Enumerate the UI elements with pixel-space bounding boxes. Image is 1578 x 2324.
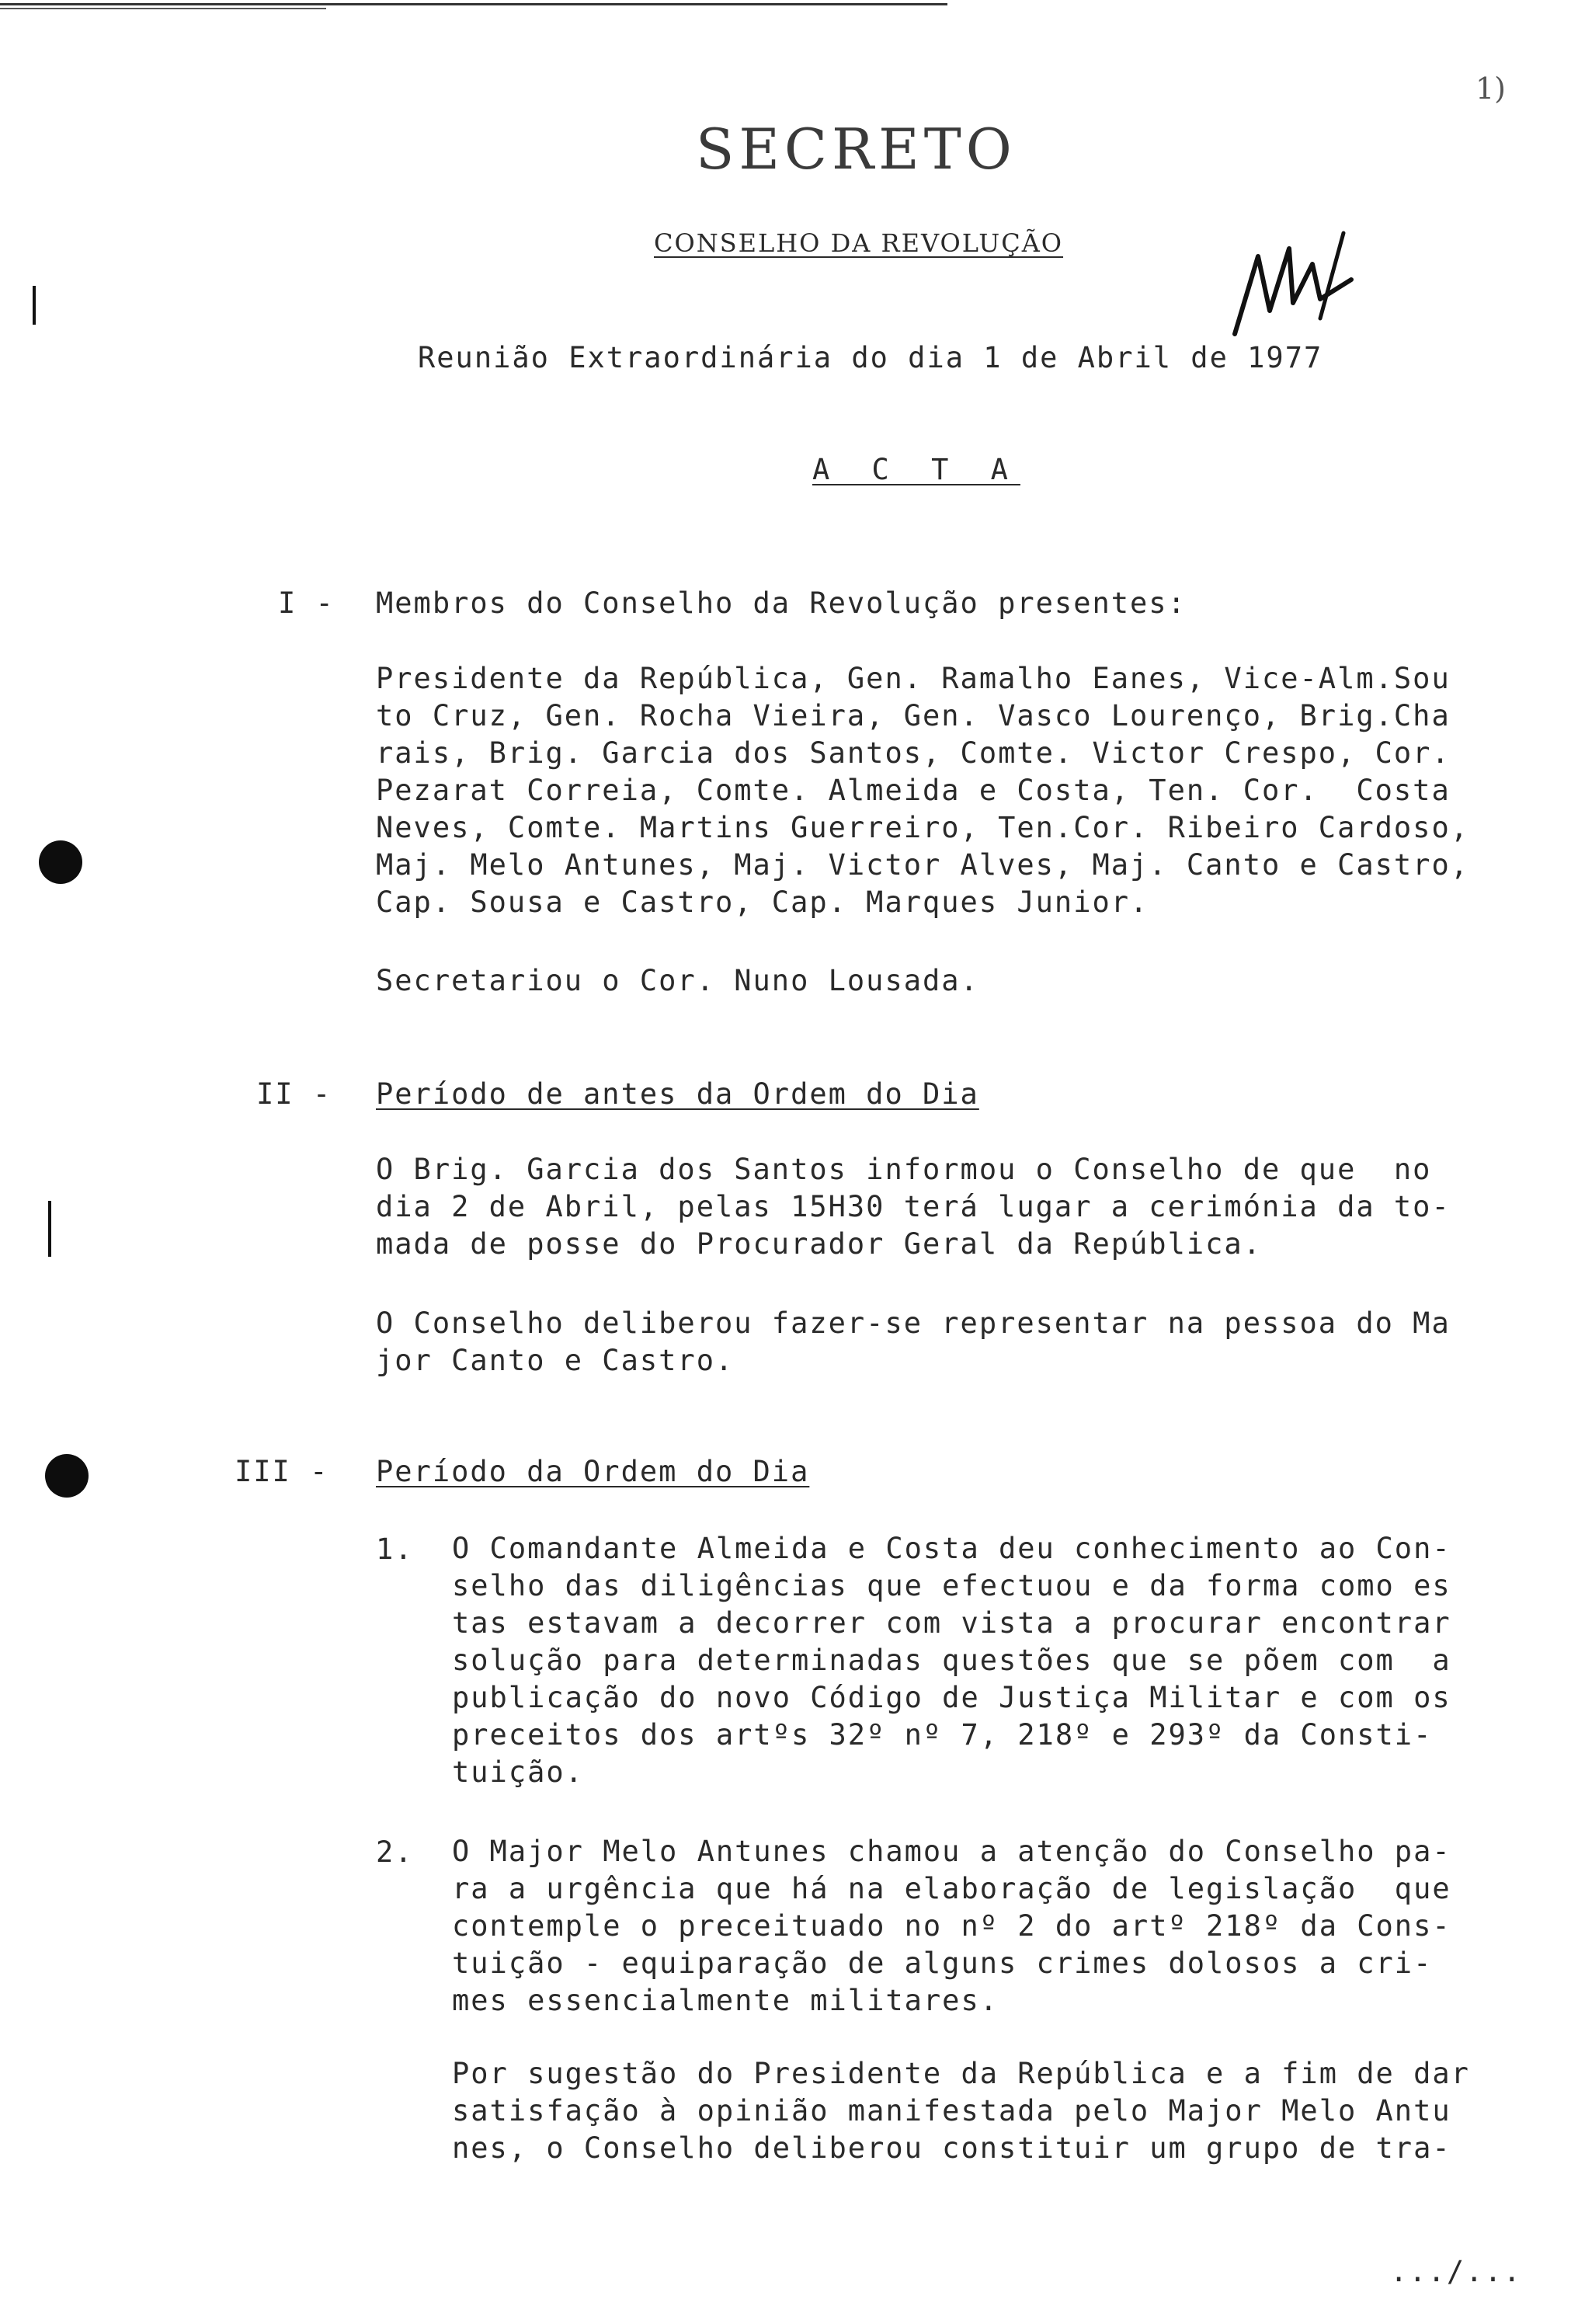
paragraph-line: selho das diligências que efectuou e da forma como es [452,1569,1451,1602]
handwritten-initials [1227,225,1382,342]
paragraph-line: contemple o preceituado no nº 2 do artº 218º da Cons- [452,1909,1451,1943]
binder-mark-1 [33,286,36,325]
section-2-paragraph-1 [376,1151,1502,1263]
scan-edge-line-2 [0,8,326,9]
punch-hole-1 [39,840,82,884]
paragraph-line: publicação do novo Código de Justiça Militar e com os [452,1681,1451,1714]
scan-edge-line [0,3,947,5]
paragraph-line: solução para determinadas questões que se põem com a [452,1644,1451,1677]
council-title: CONSELHO DA REVOLUÇÃO [654,228,1064,258]
item-2-number: 2. [376,1835,414,1869]
members-line: Maj. Melo Antunes, Maj. Victor Alves, Maj. Canto e Castro, [376,848,1470,882]
paragraph-line: O Brig. Garcia dos Santos informou o Conselho de que no [376,1153,1432,1186]
members-line: to Cruz, Gen. Rocha Vieira, Gen. Vasco Lourenço, Brig.Cha [376,699,1451,732]
members-line: Cap. Sousa e Castro, Cap. Marques Junior. [376,885,1149,919]
binder-mark-2 [48,1201,51,1257]
section-1-number: I - [278,586,335,620]
section-2-heading: Período de antes da Ordem do Dia [376,1077,979,1111]
section-3-paragraph [452,2055,1539,2167]
item-1-number: 1. [376,1533,414,1566]
members-line: Neves, Comte. Martins Guerreiro, Ten.Cor. Ribeiro Cardoso, [376,811,1470,844]
meeting-line: Reunião Extraordinária do dia 1 de Abril de 1977 [418,341,1323,374]
paragraph-line: nes, o Conselho deliberou constituir um grupo de tra- [452,2131,1451,2165]
section-3-number: III - [235,1455,329,1488]
section-2-paragraph-2 [376,1305,1502,1379]
paragraph-line: satisfação à opinião manifestada pelo Major Melo Antu [452,2094,1451,2127]
page-number: 1) [1475,71,1507,106]
paragraph-line: tas estavam a decorrer com vista a procurar encontrar [452,1606,1451,1640]
paragraph-line: tuição. [452,1755,584,1789]
section-2-number: II - [256,1077,332,1111]
section-3-heading: Período da Ordem do Dia [376,1455,810,1488]
paragraph-line: tuição - equiparação de alguns crimes dolosos a cri- [452,1947,1433,1980]
paragraph-line: dia 2 de Abril, pelas 15H30 terá lugar a cerimónia da to- [376,1190,1451,1223]
paragraph-line: O Conselho deliberou fazer-se representar na pessoa do Ma [376,1306,1451,1340]
paragraph-line: ra a urgência que há na elaboração de legislação que [452,1872,1451,1905]
item-1-text [452,1530,1539,1791]
members-line: Presidente da República, Gen. Ramalho Eanes, Vice-Alm.Sou [376,662,1451,695]
continuation-mark: .../... [1390,2255,1522,2288]
paragraph-line: preceitos dos artºs 32º nº 7, 218º e 293º da Consti- [452,1718,1433,1752]
paragraph-line: Por sugestão do Presidente da República e a fim de dar [452,2057,1470,2090]
secretary-line: Secretariou o Cor. Nuno Lousada. [376,964,979,997]
paragraph-line: mada de posse do Procurador Geral da República. [376,1227,1262,1261]
paragraph-line: O Major Melo Antunes chamou a atenção do Conselho pa- [452,1835,1451,1868]
item-2-text [452,1833,1539,2020]
document-title: A C T A [812,453,1020,486]
members-line: rais, Brig. Garcia dos Santos, Comte. Victor Crespo, Cor. [376,736,1451,770]
paragraph-line: O Comandante Almeida e Costa deu conhecimento ao Con- [452,1532,1451,1565]
paragraph-line: mes essencialmente militares. [452,1984,999,2017]
punch-hole-2 [45,1454,89,1498]
members-line: Pezarat Correia, Comte. Almeida e Costa, Ten. Cor. Costa [376,774,1451,807]
paragraph-line: jor Canto e Castro. [376,1344,735,1377]
section-1-heading: Membros do Conselho da Revolução presentes: [376,586,1187,620]
members-list [376,660,1502,921]
classification-stamp: SECRETO [696,117,1017,182]
